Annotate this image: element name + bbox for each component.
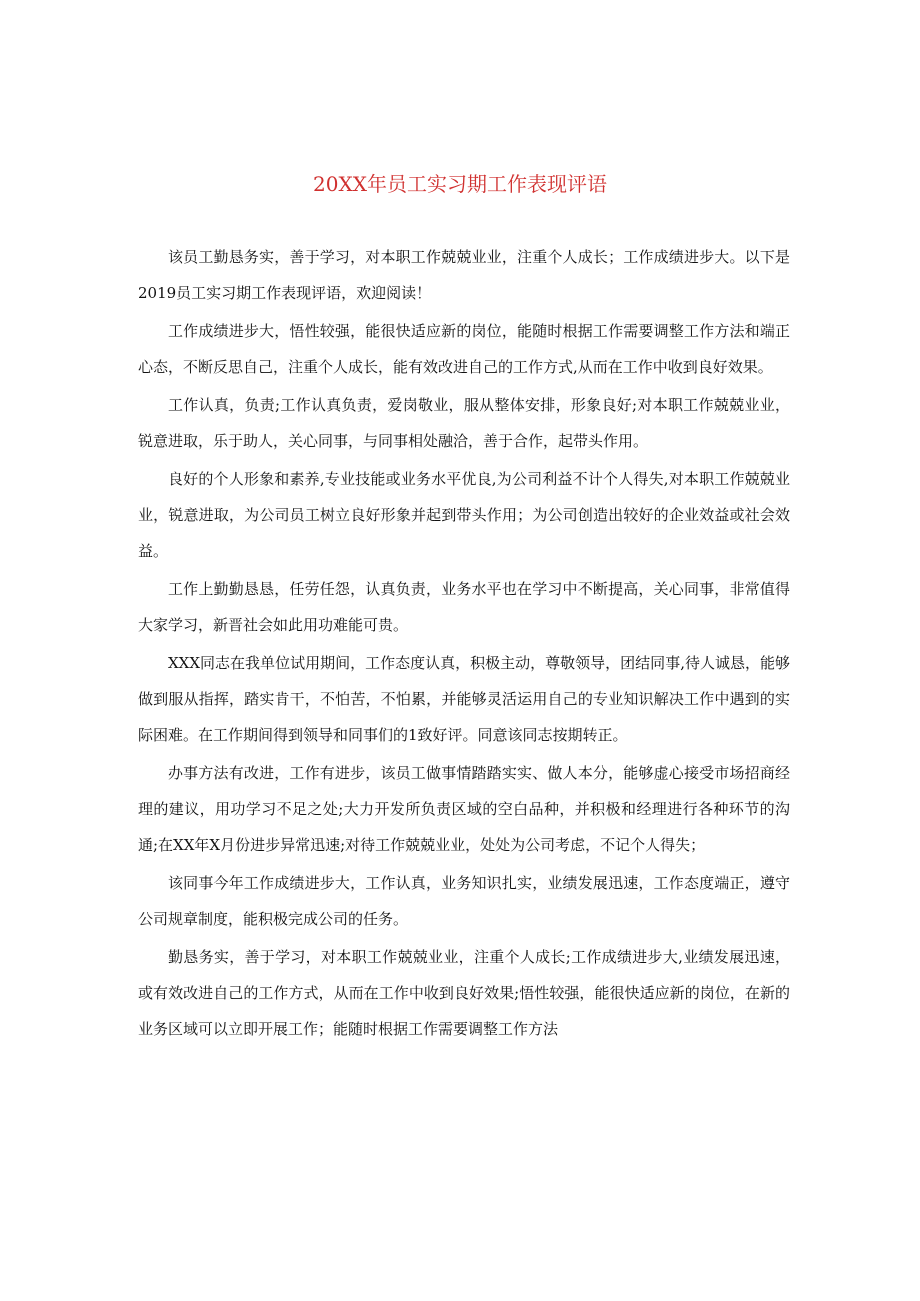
paragraph-4: 良好的个人形象和素养,专业技能或业务水平优良,为公司利益不计个人得失,对本职工作兢兢业业，锐意进取，为公司员工树立良好形象并起到带头作用；为公司创造出较好的企业效益或社会效益。 — [138, 470, 790, 560]
document-body — [138, 239, 790, 1049]
paragraph-8: 该同事今年工作成绩进步大，工作认真，业务知识扎实，业绩发展迅速，工作态度端正，遵守公司规章制度，能积极完成公司的任务。 — [138, 874, 790, 928]
paragraph-2: 工作成绩进步大，悟性较强，能很快适应新的岗位，能随时根据工作需要调整工作方法和端正心态，不断反思自己，注重个人成长，能有效改进自己的工作方式,从而在工作中收到良好效果。 — [138, 322, 790, 376]
paragraph-5: 工作上勤勤恳恳，任劳任怨，认真负责，业务水平也在学习中不断提高，关心同事，非常值得大家学习，新晋社会如此用功难能可贵。 — [138, 580, 790, 634]
paragraph-7: 办事方法有改进，工作有进步，该员工做事情踏踏实实、做人本分，能够虚心接受市场招商经理的建议，用功学习不足之处;大力开发所负责区域的空白品种，并积极和经理进行各种环节的沟通;在XX年X月份进步异常迅速;对待工作兢兢业业，处处为公司考虑，不记个人得失； — [138, 764, 790, 854]
paragraph-3: 工作认真，负责;工作认真负责，爱岗敬业，服从整体安排，形象良好;对本职工作兢兢业业，锐意进取，乐于助人，关心同事，与同事相处融洽，善于合作，起带头作用。 — [138, 396, 790, 450]
paragraph-6: XXX同志在我单位试用期间，工作态度认真，积极主动，尊敬领导，团结同事,待人诚恳，能够做到服从指挥，踏实肯干，不怕苦，不怕累，并能够灵活运用自己的专业知识解决工作中遇到的实际困难。在工作期间得到领导和同事们的1致好评。同意该同志按期转正。 — [138, 654, 790, 744]
paragraph-9: 勤恳务实，善于学习，对本职工作兢兢业业，注重个人成长;工作成绩进步大,业绩发展迅速，或有效改进自己的工作方式，从而在工作中收到良好效果;悟性较强，能很快适应新的岗位，在新的业务区域可以立即开展工作；能随时根据工作需要调整工作方法 — [138, 948, 790, 1038]
document-title: 20XX年员工实习期工作表现评语 — [313, 172, 607, 196]
paragraph-1: 该员工勤恳务实，善于学习，对本职工作兢兢业业，注重个人成长；工作成绩进步大。以下是2019员工实习期工作表现评语，欢迎阅读！ — [138, 248, 790, 302]
